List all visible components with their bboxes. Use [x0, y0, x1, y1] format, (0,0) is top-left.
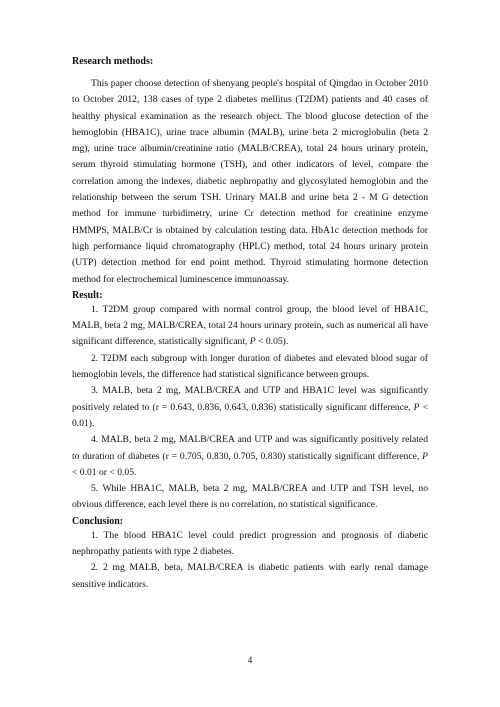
result-item-3-tail: < 0.01).: [72, 401, 428, 429]
conclusion-heading: Conclusion:: [72, 515, 124, 527]
document-page: [72, 54, 428, 593]
result-item-5: [72, 481, 428, 514]
result-item-1-tail: < 0.05).: [255, 336, 289, 348]
result-item-5-text: 5. While HBA1C, MALB, beta 2 mg, MALB/CREA and UTP and TSH level, no obvious difference, each level there is no correlation, no statistical significance.: [72, 483, 428, 511]
result-item-3-p: P: [413, 401, 420, 413]
result-item-4: [72, 432, 428, 481]
result-item-1-text: 1. T2DM group compared with normal control group, the blood level of HBA1C, MALB, beta 2 mg, MALB/CREA, total 24 hours urinary protein, such as numerical all have significant difference, statistically significant,: [72, 303, 428, 348]
research-methods-heading: Research methods:: [72, 56, 154, 67]
research-methods-paragraph: This paper choose detection of shenyang people's hospital of Qingdao in October 2010 to October 2012, 138 cases of type 2 diabetes mellitus (T2DM) patients and 40 cases of healthy physical examination as the research object. The blood glucose detection of the hemoglobin (HBA1C), urine trace albumin (MALB), urine beta 2 microglobulin (beta 2 mg), urine trace albumin/creatinine ratio (MALB/CREA), total 24 hours urinary protein, serum thyroid stimulating hormone (TSH), and other indicators of level, compare the correlation among the indexes, diabetic nephropathy and glycosylated hemoglobin and the relationship between the serum TSH. Urinary MALB and urine beta 2 - M G detection method for immune turbidimetry, urine Cr detection method for creatinine enzyme HMMPS, MALB/Cr is obtained by calculation testing data. HbA1c detection methods for high performance liquid chromatography (HPLC) method, total 24 hours urinary protein (UTP) detection method for end point method. Thyroid stimulating hormone detection method for electrochemical luminescence immunoassay.: [72, 78, 428, 285]
conclusion-item-2: 2. 2 mg MALB, beta, MALB/CREA is diabetic patients with early renal damage sensitive indicators.: [72, 562, 428, 590]
result-item-4-text: 4. MALB, beta 2 mg, MALB/CREA and UTP and was significantly positively related to duration of diabetes (r = 0.705, 0.830, 0.705, 0.830) statistically significant difference,: [72, 434, 428, 462]
conclusion-item-1: 1. The blood HBA1C level could predict progression and prognosis of diabetic nephropathy patients with type 2 diabetes.: [72, 529, 428, 558]
result-item-1-p: P: [249, 336, 256, 348]
result-item-2: [72, 351, 428, 384]
result-item-2-text: 2. T2DM each subgroup with longer duration of diabetes and elevated blood sugar of hemoglobin levels, the difference had statistical significance between groups.: [72, 352, 428, 381]
result-item-1: [72, 302, 428, 351]
result-item-4-p: P: [422, 450, 428, 462]
result-heading: Result:: [72, 289, 103, 301]
result-item-3-text: 3. MALB, beta 2 mg, MALB/CREA and UTP and HBA1C level was significantly positively related to (r = 0.643, 0.836, 0.643, 0.836) statistically significant difference,: [72, 385, 428, 413]
result-item-3: [72, 383, 428, 432]
result-item-4-tail: < 0.01 or < 0.05.: [72, 466, 137, 478]
page-number: 4: [247, 655, 253, 665]
